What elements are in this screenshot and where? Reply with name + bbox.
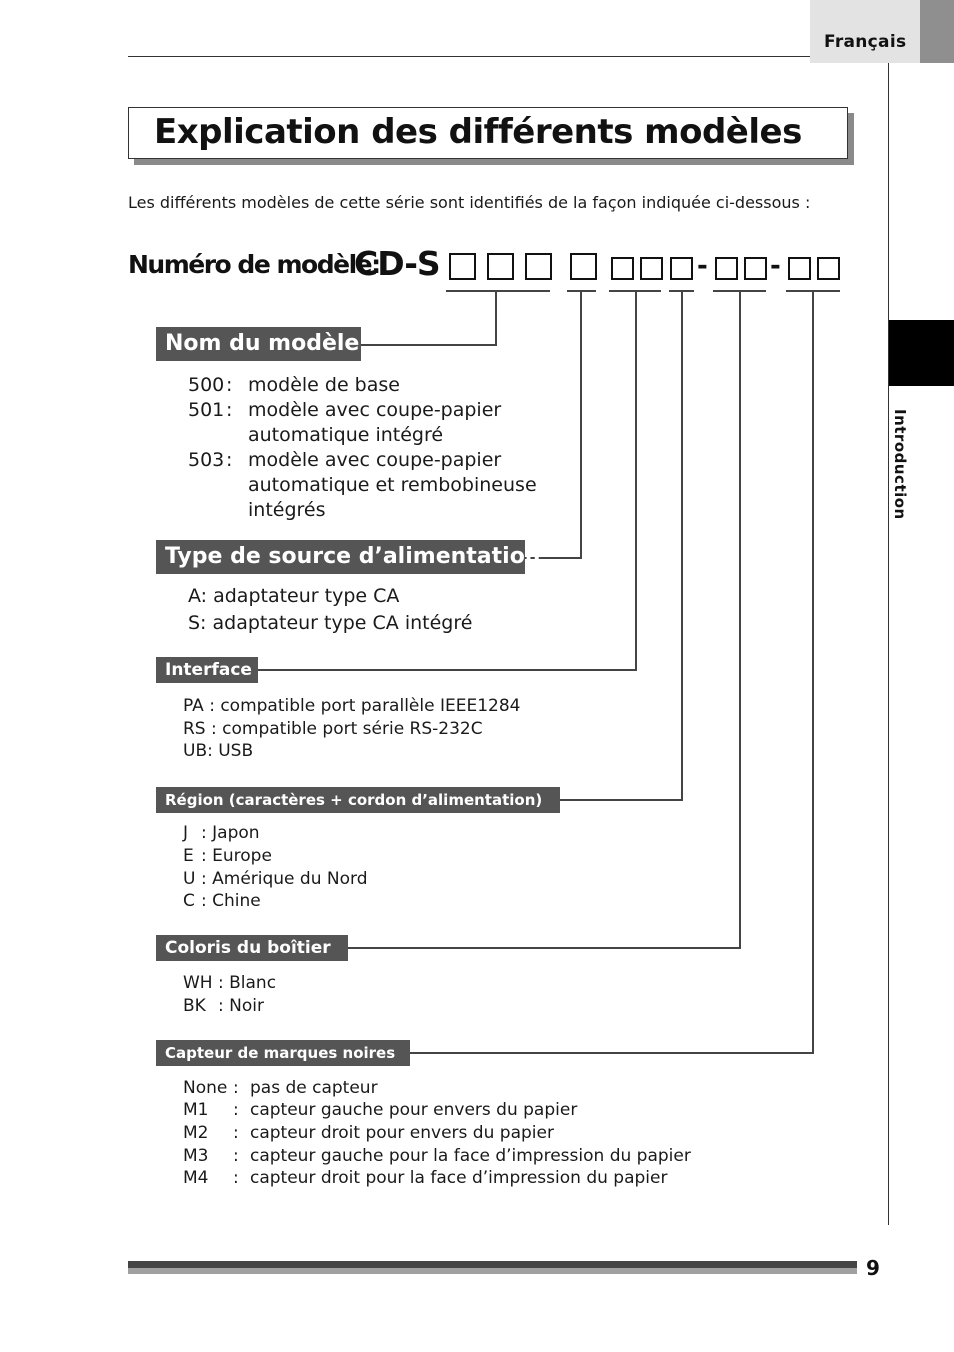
model-503-desc-line2: automatique et rembobineuse [248, 474, 537, 496]
model-503-desc-line1: modèle avec coupe-papier [248, 449, 502, 471]
sensor-connector-h [410, 1052, 814, 1054]
side-rule [888, 63, 889, 1225]
corner-bar [920, 0, 954, 63]
region-text-u: : Amérique du Nord [201, 869, 368, 889]
color-connector-h [348, 947, 741, 949]
region-code-e: E [183, 846, 194, 866]
model-number-label: Numéro de modèle: [128, 250, 380, 279]
sensor-text-m3: capteur gauche pour la face d’impression du papier [250, 1146, 691, 1166]
model-500-row [188, 374, 400, 396]
power-item-s: S: adaptateur type CA intégré [188, 612, 473, 634]
model-name-underline [446, 290, 550, 292]
color-item-bk [183, 996, 264, 1016]
sensor-code-none: None [183, 1078, 228, 1098]
sensor-code-m1: M1 [183, 1100, 209, 1120]
sensor-sep-m3: : [233, 1146, 239, 1166]
sensor-text-none: pas de capteur [250, 1078, 378, 1098]
region-item-j [183, 823, 260, 843]
color-box-2 [744, 257, 767, 280]
model-503-desc-line3: intégrés [248, 499, 326, 521]
region-code-c: C [183, 891, 195, 911]
model-name-connector-h [360, 344, 497, 346]
sensor-box-1 [788, 257, 811, 280]
section-heading-region: Région (caractères + cordon d’alimentation) [156, 787, 560, 813]
region-code-u: U [183, 869, 196, 889]
sensor-sep-m2: : [233, 1123, 239, 1143]
sensor-code-m4: M4 [183, 1168, 209, 1188]
page-number: 9 [866, 1256, 880, 1280]
intro-text: Les différents modèles de cette série sont identifiés de la façon indiquée ci-dessous : [128, 193, 811, 212]
color-code-wh: WH [183, 973, 213, 993]
separator-dash-2: - [770, 251, 781, 281]
model-name-connector-v [495, 291, 497, 345]
interface-item-pa: PA : compatible port parallèle IEEE1284 [183, 696, 521, 716]
page-title: Explication des différents modèles [154, 112, 802, 152]
sensor-item-m4 [183, 1168, 667, 1188]
interface-connector-h [258, 669, 637, 671]
model-501-desc-line2: automatique intégré [248, 424, 444, 446]
sensor-connector-v [812, 291, 814, 1053]
sensor-sep-m4: : [233, 1168, 239, 1188]
sensor-code-m3: M3 [183, 1146, 209, 1166]
model-503-sep: : [226, 449, 233, 471]
color-item-wh [183, 973, 276, 993]
region-text-c: : Chine [201, 891, 261, 911]
region-connector-h [560, 799, 683, 801]
header-rule [128, 56, 810, 57]
model-501-desc-line1: modèle avec coupe-papier [248, 399, 502, 421]
chapter-label: Introduction [891, 409, 909, 520]
model-name-box-2 [487, 253, 514, 280]
model-501-sep: : [226, 399, 233, 421]
region-code-j: J [183, 823, 189, 843]
model-503-code: 503 [188, 449, 225, 471]
sensor-item-m1 [183, 1100, 577, 1120]
color-code-bk: BK [183, 996, 206, 1016]
sensor-text-m1: capteur gauche pour envers du papier [250, 1100, 578, 1120]
footer-rule-shade [128, 1268, 857, 1274]
sensor-item-m3 [183, 1146, 691, 1166]
section-heading-interface: Interface [156, 657, 258, 683]
region-item-e [183, 846, 272, 866]
separator-dash-1: - [697, 251, 708, 281]
footer-rule [128, 1261, 857, 1268]
sensor-sep-m1: : [233, 1100, 239, 1120]
sensor-item-none [183, 1078, 378, 1098]
region-text-e: : Europe [201, 846, 272, 866]
language-label: Français [824, 32, 907, 52]
model-500-desc: modèle de base [248, 374, 400, 396]
sensor-code-m2: M2 [183, 1123, 209, 1143]
model-name-box-1 [449, 253, 476, 280]
color-text-bk: : Noir [218, 996, 264, 1016]
section-heading-power: Type de source d’alimentation [156, 540, 525, 574]
power-box [570, 253, 597, 280]
color-text-wh: : Blanc [218, 973, 277, 993]
model-501-row [188, 399, 501, 421]
sensor-box-2 [817, 257, 840, 280]
region-connector-v [681, 291, 683, 800]
model-503-row [188, 449, 501, 471]
model-500-sep: : [226, 374, 233, 396]
section-heading-color: Coloris du boîtier [156, 935, 348, 961]
power-connector-v [580, 291, 582, 558]
region-item-c [183, 891, 261, 911]
interface-box-2 [640, 257, 663, 280]
color-connector-v [739, 291, 741, 948]
sensor-text-m4: capteur droit pour la face d’impression du papier [250, 1168, 668, 1188]
section-heading-sensor: Capteur de marques noires [156, 1040, 410, 1066]
interface-item-rs: RS : compatible port série RS-232C [183, 719, 483, 739]
region-box [670, 257, 693, 280]
chapter-tab [889, 320, 954, 386]
interface-item-ub: UB: USB [183, 741, 254, 761]
section-heading-model-name: Nom du modèle [156, 327, 361, 361]
region-text-j: : Japon [201, 823, 260, 843]
sensor-text-m2: capteur droit pour envers du papier [250, 1123, 554, 1143]
model-prefix: CD-S [354, 244, 440, 283]
model-500-code: 500 [188, 374, 225, 396]
region-item-u [183, 869, 368, 889]
power-underline [567, 290, 596, 292]
power-item-a: A: adaptateur type CA [188, 585, 400, 607]
model-501-code: 501 [188, 399, 225, 421]
sensor-sep-none: : [233, 1078, 239, 1098]
color-box-1 [715, 257, 738, 280]
model-name-box-3 [525, 253, 552, 280]
interface-connector-v [635, 291, 637, 670]
interface-box-1 [611, 257, 634, 280]
sensor-item-m2 [183, 1123, 554, 1143]
